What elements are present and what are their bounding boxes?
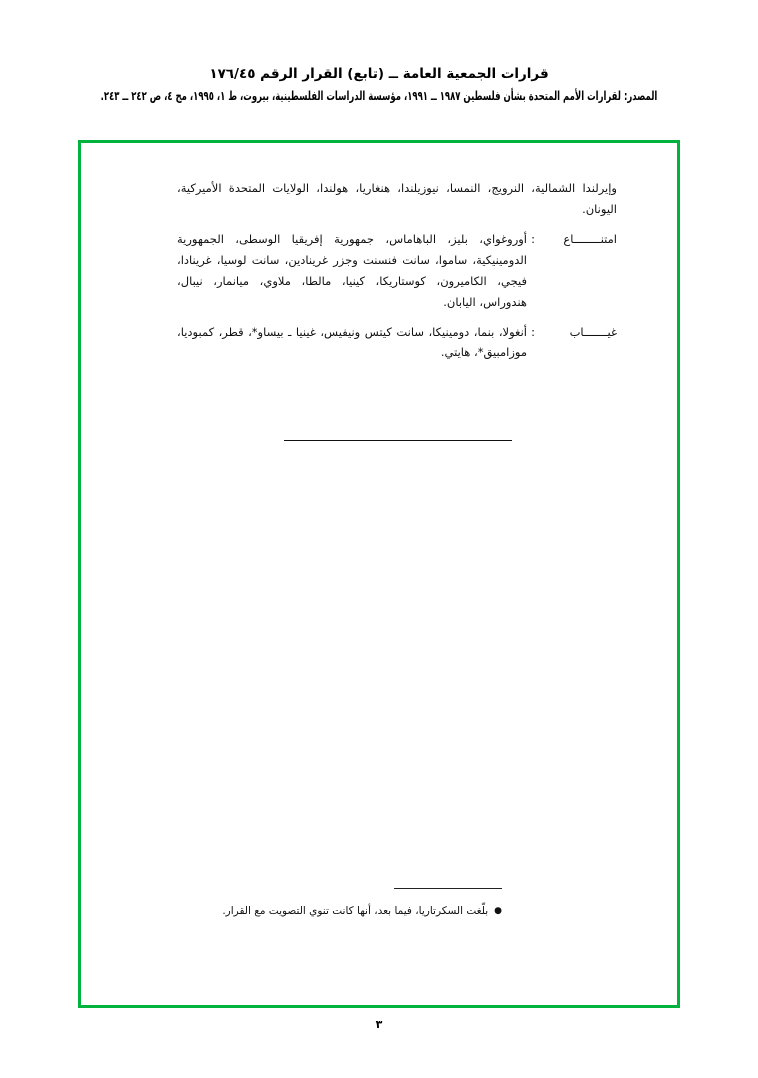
vote-colon-absent: :	[531, 324, 535, 339]
vote-list-abstain: أوروغواي، بليز، الباهاماس، جمهورية إفريقيا الوسطى، الجمهورية الدومينيكية، ساموا، سانت فنسنت وجزر غرينادين، سانت لوسيا، غرينادا، فيجي، الكاميرون، كوستاريكا، كينيا، مالطا، ملاوي، ميانمار، نيبال، هندوراس، اليابان.	[177, 231, 527, 309]
footnote-text: بلّغت السكرتاريا، فيما بعد، أنها كانت تنوي التصويت مع القرار.	[222, 905, 489, 918]
vote-label-absent: غيـــــــاب	[569, 324, 617, 339]
vote-list-absent: أنغولا، بنما، دومينيكا، سانت كيتس ونيفيس، غينيا ـ بيساو*، قطر، كمبوديا، موزامبيق*، هايتي.	[177, 324, 527, 360]
vote-row-absent	[177, 322, 617, 364]
footnote	[142, 904, 502, 920]
page-number: ٣	[375, 1018, 383, 1031]
continued-paragraph: وإيرلندا الشمالية، النرويج، النمسا، نيوزيلندا، هنغاريا، هولندا، الولايات المتحدة الأميركية، اليونان.	[177, 181, 617, 216]
document-header	[0, 66, 758, 105]
footnote-separator-rule	[394, 888, 502, 889]
page-title: قرارات الجمعية العامة ــ (تابع) القرار الرقم ١٧٦/٤٥	[209, 66, 549, 82]
vote-label-abstain: امتنــــــــاع	[563, 231, 617, 246]
section-divider-rule	[284, 440, 512, 441]
body-text-block	[177, 178, 617, 363]
bullet-icon: ●	[494, 906, 502, 917]
content-frame	[78, 140, 680, 1008]
source-citation: المصدر: لقرارات الأمم المتحدة بشأن فلسطين ١٩٨٧ ــ ١٩٩١، مؤسسة الدراسات الفلسطينية، بيروت، ط ١، ١٩٩٥، مج ٤، ص ٢٤٢ ــ ٢٤٣.	[100, 90, 658, 105]
vote-row-abstain	[177, 229, 617, 313]
vote-colon-abstain: :	[531, 231, 535, 246]
